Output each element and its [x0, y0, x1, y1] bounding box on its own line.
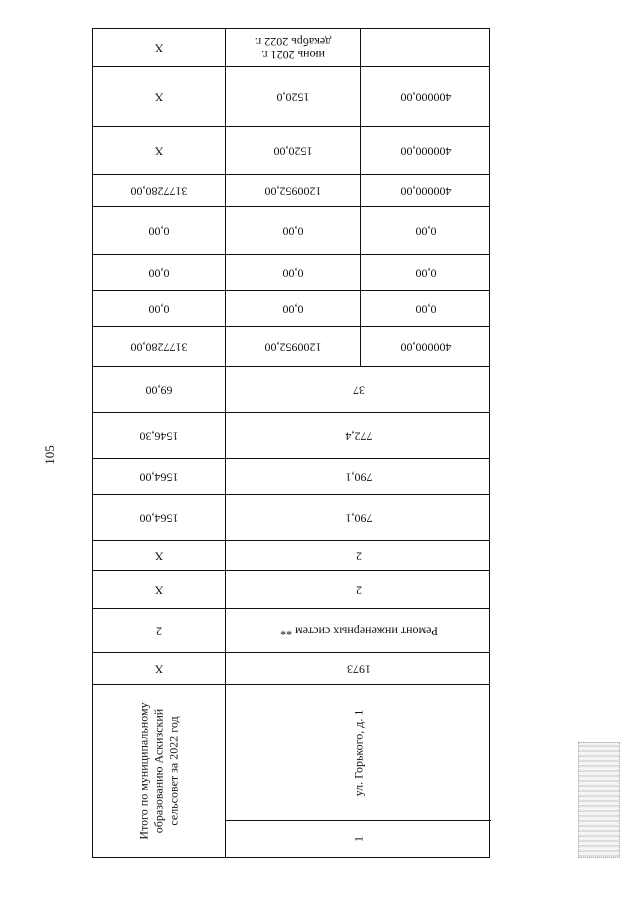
work-type-text: Ремонт инженерных систем **	[279, 624, 438, 638]
period-text	[255, 34, 332, 60]
table-row	[93, 175, 489, 207]
table-row	[93, 29, 489, 67]
cell-text: 2	[355, 583, 362, 597]
cell-text: 400000,00	[400, 184, 452, 198]
table-cell	[93, 327, 225, 366]
cell-text: 2	[355, 549, 362, 563]
document-table	[92, 28, 490, 858]
cell-text: 0,00	[282, 266, 304, 280]
address-text: ул. Горького, д. 1	[351, 709, 365, 796]
table-cell	[93, 127, 225, 174]
summary-cell	[93, 685, 225, 857]
cell-text: 0,00	[148, 302, 170, 316]
table-cell	[93, 653, 225, 684]
table-cell	[93, 207, 225, 254]
period-cell	[225, 29, 360, 66]
period-end: декабрь 2022 г.	[254, 34, 332, 49]
table-cell	[225, 541, 491, 570]
cell-text: 0,00	[415, 302, 437, 316]
table-cell	[360, 207, 491, 254]
year-text: 1973	[346, 662, 371, 676]
cell-text: 3177280,00	[130, 184, 188, 198]
table-row	[93, 459, 489, 495]
row-number-text: 1	[351, 836, 365, 842]
cell-text: X	[154, 583, 164, 597]
table-row	[93, 413, 489, 459]
table-cell	[225, 291, 360, 326]
cell-text: 1546,30	[139, 429, 179, 443]
table-row	[93, 609, 489, 653]
table-cell	[93, 291, 225, 326]
table-cell	[225, 327, 360, 366]
cell-text: 790,1	[345, 511, 372, 525]
cell-text: 0,00	[282, 224, 304, 238]
table-cell	[93, 367, 225, 412]
table-cell	[225, 495, 491, 540]
summary-text: Итого по муниципальному образованию Аскизский сельсовет за 2022 год	[136, 702, 181, 840]
page-number: 105	[42, 445, 57, 465]
cell-text: 0,00	[148, 266, 170, 280]
table-row	[93, 67, 489, 127]
table-cell	[225, 175, 360, 206]
table-row	[93, 291, 489, 327]
table-row	[93, 495, 489, 541]
table-cell	[225, 653, 491, 684]
cell-text: 69,00	[145, 383, 173, 397]
table-row	[93, 571, 489, 609]
table-cell	[225, 367, 491, 412]
table-cell	[360, 127, 491, 174]
cell-text: 0,00	[148, 224, 170, 238]
period-start: июнь 2021 г.	[261, 47, 325, 62]
table-cell	[93, 541, 225, 570]
table-cell	[225, 609, 491, 652]
table-cell	[225, 255, 360, 290]
table-cell	[360, 255, 491, 290]
cell-text: 0,00	[415, 224, 437, 238]
cell-text: 400000,00	[400, 90, 452, 104]
cell-text: 1520,00	[273, 144, 313, 158]
table-cell	[225, 127, 360, 174]
table-cell	[93, 255, 225, 290]
table-cell	[93, 571, 225, 608]
table-cell	[93, 495, 225, 540]
table-cell	[360, 29, 491, 66]
cell-text: X	[154, 41, 164, 55]
number-cell	[225, 821, 491, 857]
cell-text: 790,1	[345, 470, 372, 484]
address-cell	[225, 685, 491, 821]
table-row	[93, 327, 489, 367]
table-cell	[225, 413, 491, 458]
table-cell	[225, 67, 360, 126]
table-row	[93, 653, 489, 685]
table-row	[93, 207, 489, 255]
table-cell	[93, 459, 225, 494]
cell-text: 1200952,00	[264, 340, 322, 354]
table-cell	[93, 413, 225, 458]
table-cell	[225, 207, 360, 254]
cell-text: 1564,00	[139, 470, 179, 484]
cell-text: X	[154, 549, 164, 563]
cell-text: X	[154, 90, 164, 104]
table-cell	[360, 67, 491, 126]
scan-stamp	[578, 742, 620, 858]
cell-text: 400000,00	[400, 144, 452, 158]
cell-text: 400000,00	[400, 340, 452, 354]
cell-text: X	[154, 144, 164, 158]
cell-text: 2	[156, 624, 162, 638]
table-cell	[93, 29, 225, 66]
cell-text: 1564,00	[139, 511, 179, 525]
table-row	[93, 685, 489, 857]
cell-text: 1520,0	[276, 90, 310, 104]
cell-text: 0,00	[282, 302, 304, 316]
table-row	[93, 367, 489, 413]
cell-text: 3177280,00	[130, 340, 188, 354]
table-cell	[360, 327, 491, 366]
cell-text: 37	[352, 383, 365, 397]
table-cell	[225, 459, 491, 494]
cell-text: 772,4	[345, 429, 372, 443]
table-row	[93, 541, 489, 571]
cell-text: 0,00	[415, 266, 437, 280]
table-cell	[93, 609, 225, 652]
cell-text: X	[154, 662, 164, 676]
table-cell	[360, 291, 491, 326]
table-cell	[360, 175, 491, 206]
table-row	[93, 127, 489, 175]
table-cell	[225, 571, 491, 608]
table-cell	[93, 175, 225, 206]
table-row	[93, 255, 489, 291]
table-cell	[93, 67, 225, 126]
cell-text: 1200952,00	[264, 184, 322, 198]
